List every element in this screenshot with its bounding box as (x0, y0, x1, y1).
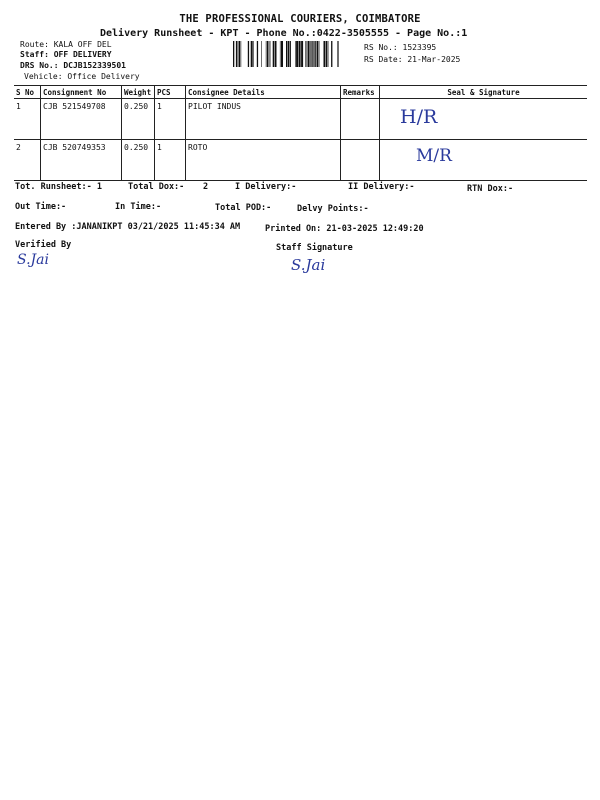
col-sno: S No (14, 86, 41, 99)
tot-runsheet: Tot. Runsheet:- 1 (15, 182, 102, 192)
table-header-row (14, 86, 587, 99)
runsheet-table (14, 85, 587, 181)
col-consignee: Consignee Details (186, 86, 341, 99)
cell-weight: 0.250 (122, 140, 155, 181)
table-row (14, 99, 587, 140)
cell-sno: 1 (14, 99, 41, 140)
ii-delivery: II Delivery:- (348, 182, 415, 192)
signature-row-1: H/R (400, 106, 438, 128)
out-time: Out Time:- (15, 202, 67, 212)
cell-consignment: CJB 521549708 (41, 99, 122, 140)
table-row (14, 140, 587, 181)
vehicle-label: Vehicle: Office Delivery (24, 72, 140, 81)
total-dox-value: 2 (203, 182, 209, 192)
col-consignment: Consignment No (41, 86, 122, 99)
cell-pcs: 1 (155, 140, 186, 181)
total-pod: Total POD:- (215, 203, 272, 213)
barcode-image (233, 41, 345, 67)
staff-signature-label: Staff Signature (276, 243, 353, 253)
col-seal-signature: Seal & Signature (380, 86, 588, 99)
verified-signature: S.Jai (17, 252, 49, 268)
signature-row-2: M/R (416, 146, 452, 166)
cell-signature (380, 140, 588, 181)
cell-remarks (341, 99, 380, 140)
col-pcs: PCS (155, 86, 186, 99)
in-time: In Time:- (115, 202, 162, 212)
rs-number: RS No.: 1523395 (364, 43, 437, 52)
cell-consignment: CJB 520749353 (41, 140, 122, 181)
staff-signature: S.Jai (291, 256, 326, 274)
drs-number: DRS No.: DCJB152339501 (20, 61, 126, 70)
rs-date: RS Date: 21-Mar-2025 (364, 55, 461, 64)
col-remarks: Remarks (341, 86, 380, 99)
cell-weight: 0.250 (122, 99, 155, 140)
total-dox-label: Total Dox:- (128, 182, 185, 192)
cell-remarks (341, 140, 380, 181)
cell-sno: 2 (14, 140, 41, 181)
staff-label: Staff: OFF DELIVERY (20, 50, 112, 59)
entered-by: Entered By :JANANIKPT 03/21/2025 11:45:34 AM (15, 222, 241, 232)
company-title: THE PROFESSIONAL COURIERS, COIMBATORE (179, 13, 421, 25)
i-delivery: I Delivery:- (235, 182, 297, 192)
verified-by-label: Verified By (15, 240, 72, 250)
printed-on: Printed On: 21-03-2025 12:49:20 (265, 224, 424, 234)
col-weight: Weight (122, 86, 155, 99)
runsheet-title: Delivery Runsheet - KPT - Phone No.:0422-3505555 - Page No.:1 (100, 28, 468, 39)
cell-pcs: 1 (155, 99, 186, 140)
route-label: Route: KALA OFF DEL (20, 40, 112, 49)
cell-consignee: PILOT INDUS (186, 99, 341, 140)
delvy-points: Delvy Points:- (297, 204, 369, 214)
rtn-dox: RTN Dox:- (467, 184, 514, 194)
cell-consignee: ROTO (186, 140, 341, 181)
